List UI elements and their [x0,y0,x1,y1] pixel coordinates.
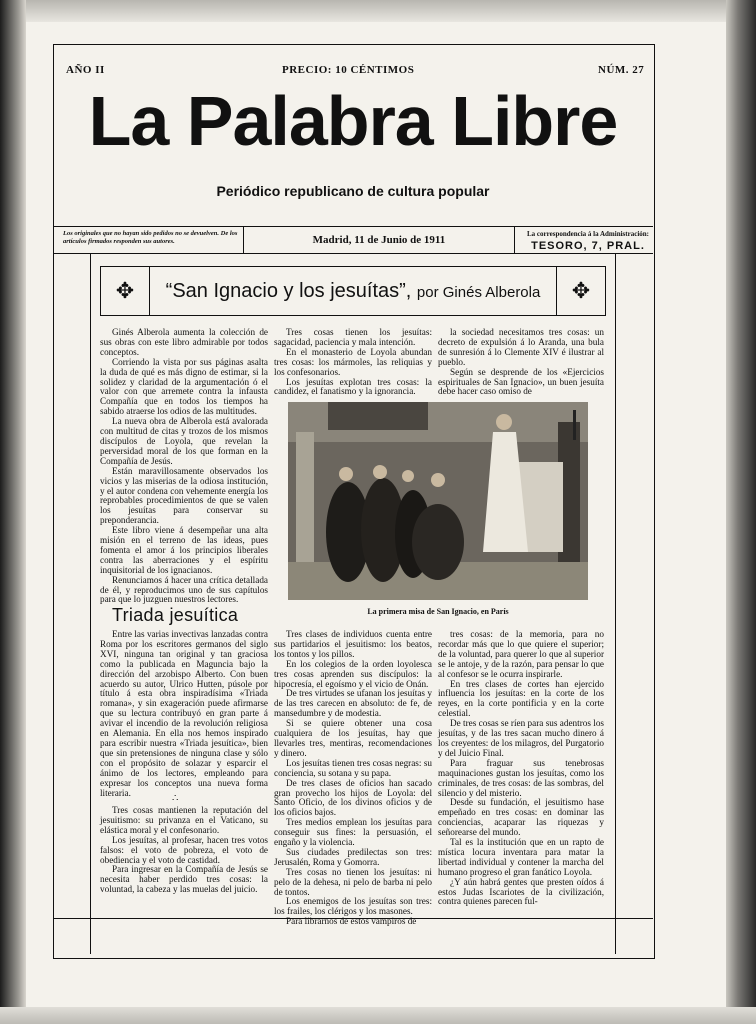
article-heading [151,267,555,315]
paragraph: Tal es la institución que en un rapto de mística locura inventara para matar la libertad individual y contener la marcha del humano progreso el gran fanático Loyola. [438,837,604,877]
issue-number: NÚM. 27 [598,64,645,76]
paragraph: De tres cosas se ríen para sus adentros los jesuítas, y de las tres sacan mucho dinero á los creyentes: de los milagros, del Purgatorio y del Juicio Final. [438,718,604,758]
section-column-1b [100,806,268,918]
paragraph: Tres clases de individuos cuenta entre sus partidarios el jesuitismo: los beatos, los tontos y los pillos. [274,629,432,659]
masthead-title: La Palabra Libre [88,82,618,160]
article-column-3 [438,327,604,397]
paragraph: Los jesuítas, al profesar, hacen tres votos falsos: el voto de pobreza, el voto de obediencia y el voto de castidad. [100,834,268,865]
paragraph: Este libro viene á desempeñar una alta misión en el terreno de las ideas, pues fomenta el amor á los principios liberales contra las aberraciones y el espíritu inquisitorial de los ignacianos. [100,525,268,575]
section-title: Triada jesuítica [112,605,239,625]
correspondence-label: La correspondencia á la Administración: [527,230,649,238]
paragraph: En tres clases de cortes han ejercido influencia los jesuítas: en la corte de los reyes, en la corte pontificia y en la corte celestial. [438,678,604,719]
scan-top-edge [0,0,756,22]
paragraph: Renunciamos á hacer una crítica detallada de él, y reproducimos uno de sus capítulos para que lo juzguen nuestros lectores. [100,574,268,605]
issue-date: Madrid, 11 de Junio de 1911 [243,227,515,253]
paragraph: Desde su fundación, el jesuitismo hase empeñado en tres cosas: en dominar las conciencias, acaparar las riquezas y señorearse del mundo. [438,797,604,838]
scan-left-edge [0,0,26,1024]
ornament-left-icon: ✥ [101,267,150,315]
engraving-photo [288,402,588,600]
article-title-box [100,266,606,316]
paragraph: Para librarnos de estos vampiros de [286,916,417,927]
paragraph: Ginés Alberola aumenta la colección de sus obras con este libro admirable por todos conceptos. [100,327,268,357]
paragraph: la sociedad necesitamos tres cosas: un decreto de expulsión á lo Aranda, una bula de sunresión á lo Clemente XIV é ilustrar al pueblo. [438,327,604,367]
paragraph: En los colegios de la orden loyolesca tres cosas aprenden sus discípulos: la hipocresía, el egoísmo y el vicio de Onán. [274,658,432,689]
paragraph: Tres cosas no tienen los jesuítas: ni pelo de la dehesa, ni pelo de barba ni pelo de tontos. [274,866,432,897]
paragraph: De tres virtudes se ufanan los jesuítas y de las tres carecen en absoluto: de fe, de mansedumbre y de modestia. [274,688,432,719]
paragraph: Sus ciudades predilectas son tres: Jerusalén, Roma y Gomorra. [274,846,432,867]
paragraph: Tres cosas mantienen la reputación del jesuitismo: su privanza en el Vaticano, su elástica moral y el confesonario. [100,805,268,835]
paragraph: Para fraguar sus tenebrosas maquinaciones gustan los jesuítas, como los criminales, de tres cosas: de las sombras, del silencio y del misterio. [438,757,604,798]
paragraph: Según se desprende de los «Ejercicios espirituales de San Ignacio», un buen jesuíta debe hacer caso omiso de [438,366,604,397]
paragraph: Los jesuítas explotan tres cosas: la candidez, el fanatismo y la ignorancia. [274,376,432,397]
paragraph: Entre las varias invectivas lanzadas contra Roma por los escritores germanos del siglo XVI, ninguna tan original y tan graciosa como la publicada en Maguncia bajo la dirección del arzobispo Alberto. Con buen acuerdo su autor, Ulrico Hutten, púsole por título á esta obra inspiradísima «Triada romana», y sin exageración puede afirmarse que su lectura contribuyó en gran parte á avivar el incendio de la revolución religiosa en Alemania. En ella nos hemos inspirado para escribir nuestra «Triada jesuítica», bien que sin pretensiones de ninguna clase y sólo con el propósito de solazar y esparcir el ánimo de los lectores, empleando para expresar los conceptos una nueva forma literaria. [100,629,268,798]
paragraph: Los jesuítas tienen tres cosas negras: su conciencia, su sotana y su papa. [274,757,432,778]
paragraph: Si se quiere obtener una cosa cualquiera de los jesuítas, hay que llevarles tres, mentiras, recomendaciones y dinero. [274,718,432,758]
info-bar [53,226,653,254]
paragraph: De tres clases de oficios han sacado gran provecho los hijos de Loyola: del Santo Oficio, de los divinos oficios y de los oficios bajos. [274,777,432,818]
article-column-1 [100,327,268,605]
editorial-note: Los originales que no hayan sido pedidos no se devuelven. De los artículos firmados responden sus autores. [63,230,238,245]
paragraph: Están maravillosamente observados los vicios y las miserias de la odiosa institución, y el autor condena con vehemente energía los reprobables procedimientos de que se valen los jesuítas para conservar su preponderancia. [100,465,268,526]
paragraph: Para ingresar en la Compañía de Jesús se necesita haber perdido tres cosas: la voluntad, la cabeza y las muelas del juicio. [100,864,268,895]
section-column-3 [438,630,604,918]
paragraph: Los enemigos de los jesuítas son tres: los frailes, los clérigos y los masones. [274,896,432,917]
first-mass-illustration [288,402,588,600]
paragraph: Corriendo la vista por sus páginas asalta la duda de qué es más digno de estimar, si la solidez y claridad de la argumentación ó el valor con que arremete contra la infausta Compañía que en todos los tiempos ha sabido atraerse los odios de las multitudes. [100,356,268,417]
article-byline: por Ginés Alberola [416,284,541,301]
paragraph: Tres cosas tienen los jesuítas: sagacidad, paciencia y mala intención. [274,327,432,347]
paragraph: Tres medios emplean los jesuítas para conseguir sus fines: la persuasión, el engaño y la violencia. [274,817,432,848]
correspondence-info [523,230,653,253]
scan-bottom-edge [0,1007,756,1024]
scan-right-edge [726,0,756,1024]
section-column-2 [274,629,432,927]
paragraph: La nueva obra de Alberola está avalorada con multitud de citas y trozos de los mismos discípulos de Loyola, que revelan la perversidad moral de los que forman en la Compañía de Jesús. [100,416,268,466]
article-title: “San Ignacio y los jesuítas”, [165,280,412,302]
section-column-1a [100,629,268,798]
ornament-right-icon: ✥ [556,267,605,315]
paragraph: ¿Y aún habrá gentes que presten oídos á estos Judas Iscariotes de la civilización, contra quienes parecen ful- [438,876,604,907]
article-column-2 [274,327,432,397]
year-label: AÑO II [66,64,105,76]
correspondence-address: TESORO, 7, PRAL. [531,240,645,253]
price-label: PRECIO: 10 CÉNTIMOS [282,64,415,76]
paragraph: tres cosas: de la memoria, para no recordar más que lo que quiere el superior; de la voluntad, para querer lo que al superior se le antoje, y de la razón, para pensar lo que al confesor se le ocurra inspirarle. [438,629,604,679]
asterism-ornament: ∴ [172,793,179,804]
paragraph: En el monasterio de Loyola abundan tres cosas: los mármoles, las reliquias y los confesonarios. [274,346,432,377]
photo-caption: La primera misa de San Ignacio, en París [367,607,509,616]
masthead-subtitle: Periódico republicano de cultura popular [216,183,490,199]
